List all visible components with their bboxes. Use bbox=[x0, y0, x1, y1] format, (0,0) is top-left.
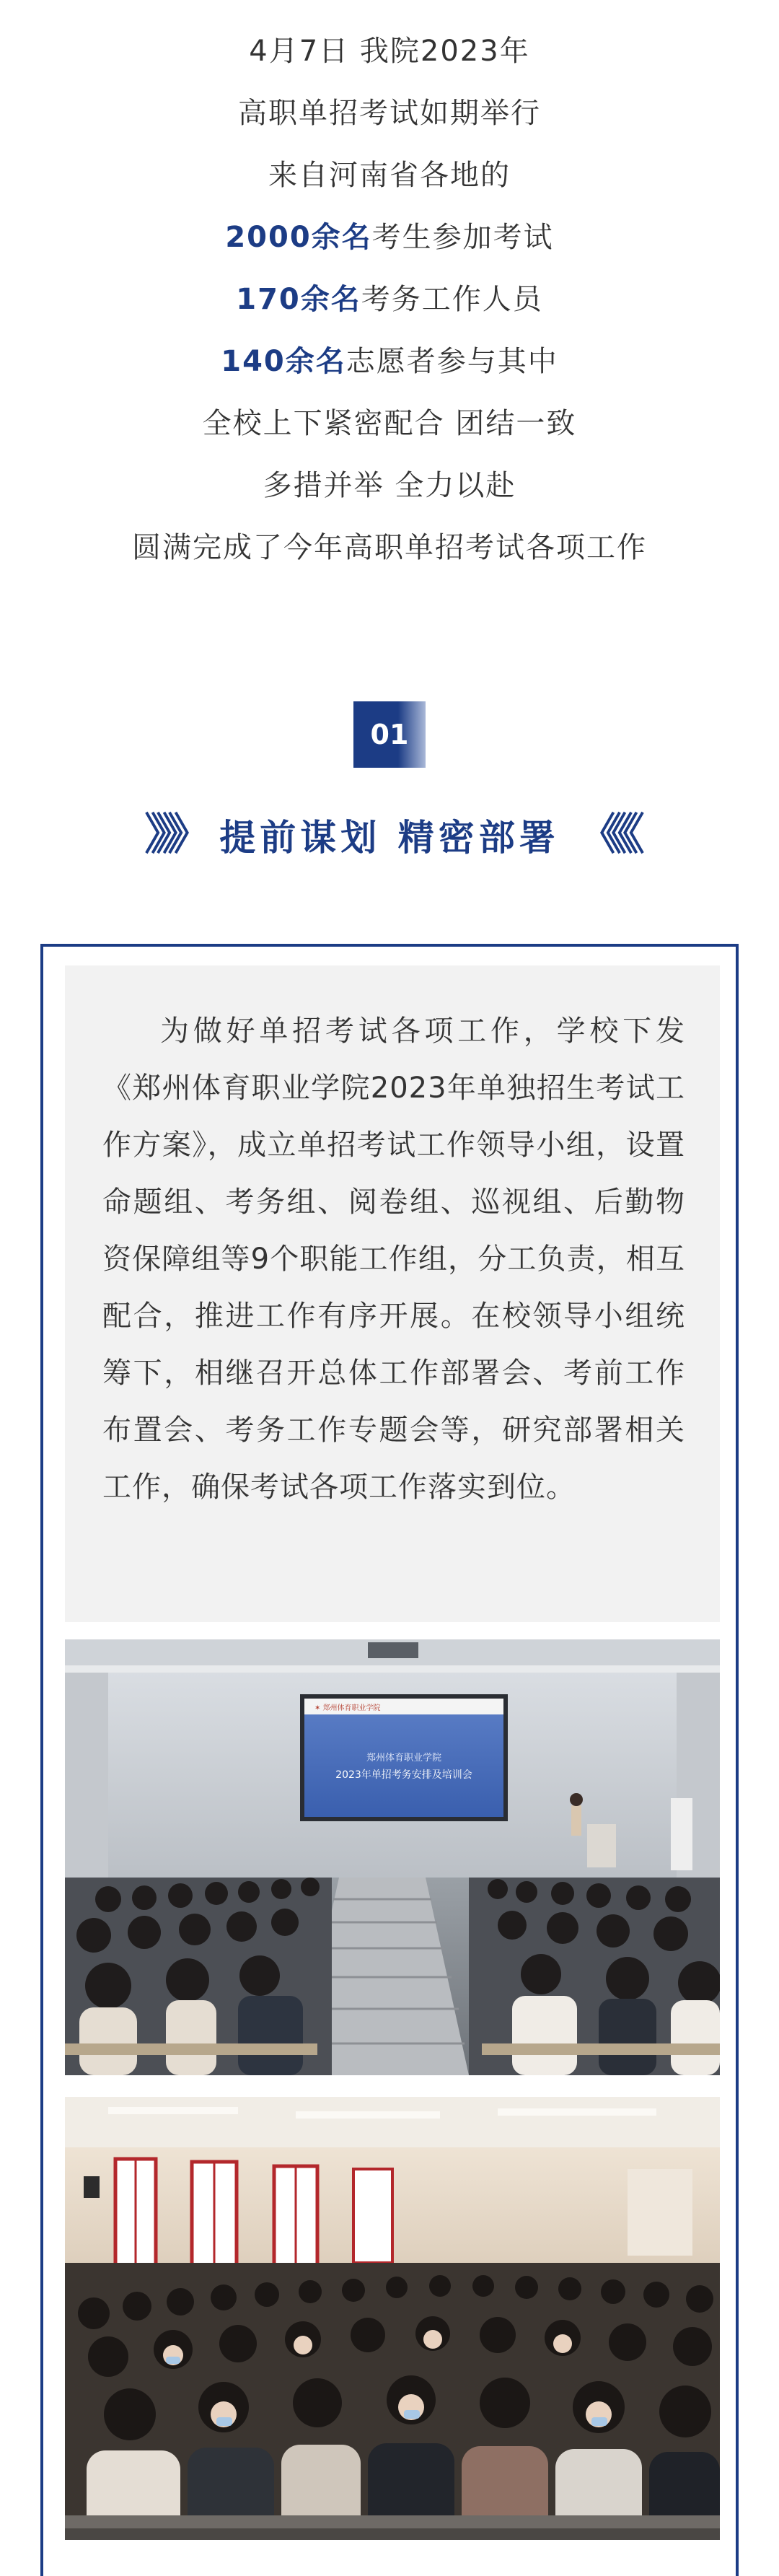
highlight-count: 140余名 bbox=[221, 345, 346, 378]
meeting-hall-photo bbox=[65, 1639, 720, 2075]
intro-line-highlight: 2000余名考生参加考试 bbox=[225, 221, 554, 254]
body-paragraph: 为做好单招考试各项工作，学校下发《郑州体育职业学院2023年单独招生考试工作方案》，成立单招考试工作领导小组，设置命题组、考务组、阅卷组、巡视组、后勤物资保障组等9个职能工作组，分工负责，相互配合，推进工作有序开展。在校领导小组统筹下，相继召开总体工作部署会、考前工作布置会、考务工作专题会等，研究部署相关工作，确保考试各项工作落实到位。 bbox=[102, 1015, 685, 1504]
intro-line: 多措并举 全力以赴 bbox=[263, 469, 516, 502]
section-heading bbox=[0, 802, 779, 867]
intro-line: 高职单招考试如期举行 bbox=[238, 97, 541, 130]
screen-title-line1: 郑州体育职业学院 bbox=[366, 1753, 442, 1764]
screen-title-line2: 2023年单招考务安排及培训会 bbox=[335, 1769, 472, 1781]
chevron-right-decoration-icon: 》》》 bbox=[144, 810, 201, 860]
highlight-count: 170余名 bbox=[236, 283, 361, 316]
intro-line: 全校上下紧密配合 团结一致 bbox=[202, 407, 577, 440]
body-text-box bbox=[65, 965, 720, 1622]
section-number-badge: 01 bbox=[353, 701, 426, 768]
intro-line: 4月7日 我院2023年 bbox=[249, 35, 530, 68]
exam-hall-photo bbox=[65, 2097, 720, 2540]
svg-text:✶ 郑州体育职业学院: ✶ 郑州体育职业学院 bbox=[314, 1704, 381, 1712]
intro-text bbox=[0, 20, 779, 579]
highlight-count: 2000余名 bbox=[225, 221, 372, 254]
intro-line: 来自河南省各地的 bbox=[268, 159, 511, 192]
intro-line-highlight: 140余名志愿者参与其中 bbox=[221, 345, 558, 378]
intro-line: 圆满完成了今年高职单招考试各项工作 bbox=[132, 531, 647, 564]
intro-line-highlight: 170余名考务工作人员 bbox=[236, 283, 543, 316]
chevron-left-decoration-icon: 《《《 bbox=[578, 810, 635, 860]
section-title: 提前谋划 精密部署 bbox=[219, 817, 560, 859]
